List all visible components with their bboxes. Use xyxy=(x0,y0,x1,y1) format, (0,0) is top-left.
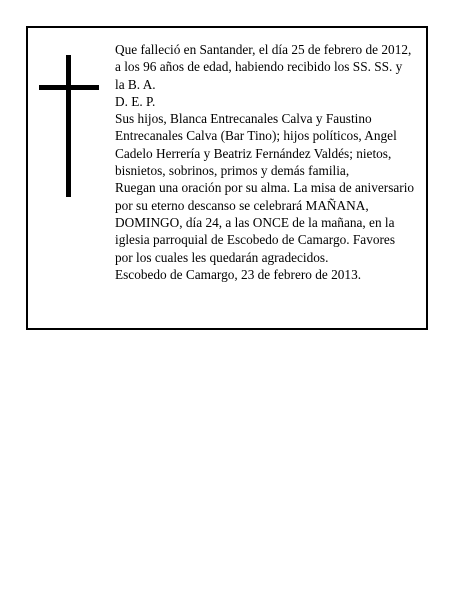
notice-line: Cadelo Herrería y Beatriz Fernández Valdés; nietos, xyxy=(115,145,392,161)
notice-line: a los 96 años de edad, habiendo recibido los SS. SS. y xyxy=(115,59,403,75)
notice-line: Sus hijos, Blanca Entrecanales Calva y Faustino xyxy=(115,111,372,127)
notice-line: Ruegan una oración por su alma. La misa de aniversario xyxy=(115,180,415,196)
notice-line: DOMINGO, día 24, a las ONCE de la mañana, en la xyxy=(115,214,395,230)
notice-line: bisnietos, sobrinos, primos y demás familia, xyxy=(115,163,350,179)
notice-line: por su eterno descanso se celebrará MAÑANA, xyxy=(115,197,369,213)
cross-icon xyxy=(39,55,99,197)
notice-line: Entrecanales Calva (Bar Tino); hijos políticos, Angel xyxy=(115,128,397,144)
notice-rip: D. E. P. xyxy=(115,93,156,109)
obituary-notice xyxy=(26,26,428,330)
notice-line: por los cuales les quedarán agradecidos. xyxy=(115,249,329,265)
notice-text xyxy=(115,41,425,283)
notice-line: Que falleció en Santander, el día 25 de febrero de 2012, xyxy=(115,42,412,57)
cross-vertical-bar xyxy=(66,55,71,197)
notice-line: la B. A. xyxy=(115,76,156,92)
notice-place-date: Escobedo de Camargo, 23 de febrero de 2013. xyxy=(115,266,362,282)
notice-line: iglesia parroquial de Escobedo de Camargo. Favores xyxy=(115,232,396,248)
cross-horizontal-bar xyxy=(39,85,99,90)
